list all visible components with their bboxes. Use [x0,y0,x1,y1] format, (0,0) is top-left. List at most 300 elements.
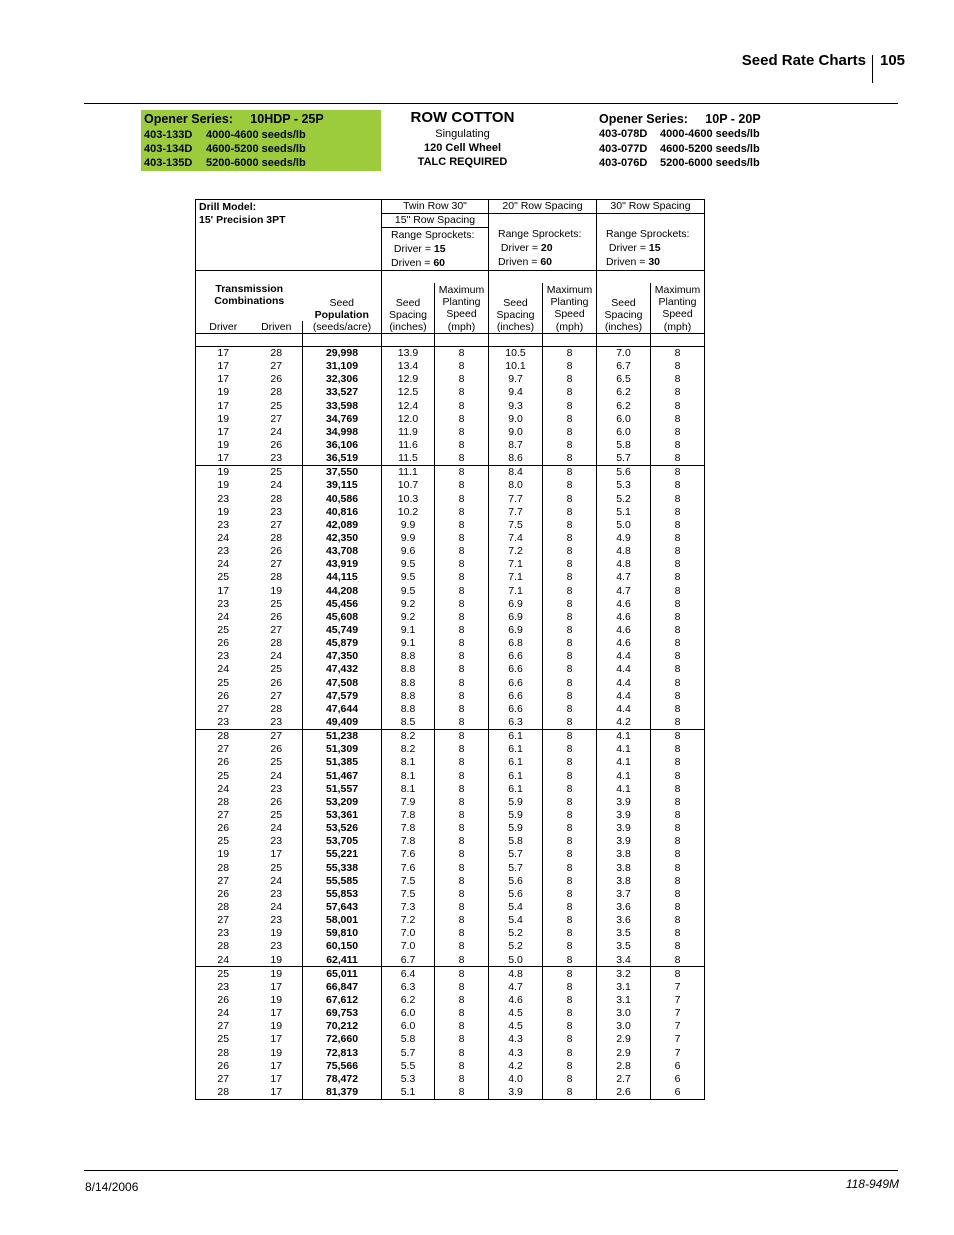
r30-speed-cell: 8 [651,795,705,808]
r20-spacing-cell: 6.1 [489,743,543,756]
row30-header: 30" Row Spacing [597,200,705,214]
spacing-line2: Spacing [604,308,643,321]
row15-header: 15" Row Spacing [382,213,489,227]
driver-cell: 25 [196,835,251,848]
r30-spacing-cell: 6.0 [597,412,651,425]
twin-spacing-cell: 12.5 [382,386,435,399]
twin-spacing-cell: 9.6 [382,545,435,558]
r20-speed-cell: 8 [543,518,597,531]
twin-spacing-cell: 6.0 [382,1007,435,1020]
r30-speed-cell: 8 [651,558,705,571]
r30-spacing-cell: 4.6 [597,637,651,650]
table-row [196,584,705,597]
r20-speed-cell: 8 [543,689,597,702]
r30-spacing-cell: 5.2 [597,492,651,505]
twin-spacing-cell: 7.8 [382,822,435,835]
r30-spacing-cell: 4.6 [597,623,651,636]
twin-spacing-cell: 8.8 [382,676,435,689]
seed-population-cell: 58,001 [303,914,382,927]
r30-speed-cell: 8 [651,545,705,558]
opener-series-right [599,112,799,171]
part-code: 403-076D [599,157,648,169]
table-row [196,545,705,558]
r20-speed-cell: 8 [543,558,597,571]
seed-pop-units: (seeds/acre) [303,321,382,334]
seed-population-cell: 53,361 [303,808,382,821]
r20-spacing-cell: 7.1 [489,558,543,571]
page-number: 105 [880,52,906,69]
r30-speed-cell: 8 [651,808,705,821]
seed-population-cell: 29,998 [303,346,382,360]
twin-speed-cell: 8 [435,386,489,399]
twin-speed-cell: 8 [435,438,489,451]
driven-prefix: Driven = [391,256,434,269]
driver-cell: 25 [196,571,251,584]
seed-population-cell: 45,456 [303,597,382,610]
r30-speed-cell: 8 [651,676,705,689]
r20-speed-cell: 8 [543,373,597,386]
header-divider [872,55,873,83]
r20-spacing-cell: 5.9 [489,808,543,821]
r20-speed-cell: 8 [543,993,597,1006]
range-label: Range Sprockets: [391,228,475,241]
r20-spacing-cell: 6.6 [489,650,543,663]
twin-speed-cell: 8 [435,980,489,993]
table-row [196,425,705,438]
driver-cell: 23 [196,597,251,610]
r30-spacing-cell: 4.6 [597,610,651,623]
driven-cell: 28 [251,702,303,715]
r20-speed-cell: 8 [543,571,597,584]
driver-cell: 24 [196,953,251,967]
r30-spacing-cell: 6.2 [597,399,651,412]
twin-spacing-cell: 13.9 [382,346,435,360]
r30-spacing-cell: 2.7 [597,1072,651,1085]
driver-cell: 26 [196,822,251,835]
spacing-line1: Seed [611,296,636,309]
twin-speed-cell: 8 [435,584,489,597]
twin-spacing-cell: 7.6 [382,848,435,861]
driver-cell: 27 [196,808,251,821]
seed-population-cell: 53,209 [303,795,382,808]
part-code: 403-135D [144,157,193,169]
r20-spacing-cell: 8.6 [489,452,543,466]
r30-speed-cell: 8 [651,438,705,451]
table-row [196,1059,705,1072]
r20-spacing-cell: 4.3 [489,1046,543,1059]
table-row [196,702,705,715]
driven-cell: 26 [251,610,303,623]
driver-cell: 28 [196,795,251,808]
driven-cell: 19 [251,1020,303,1033]
driver-cell: 19 [196,479,251,492]
twin-spacing-cell: 9.2 [382,610,435,623]
twin-speed-cell: 8 [435,861,489,874]
r20-spacing-cell: 10.5 [489,346,543,360]
twin-speed-cell: 8 [435,874,489,887]
table-row [196,782,705,795]
r30-speed-cell: 7 [651,993,705,1006]
driver-cell: 27 [196,1020,251,1033]
crop-subtitle: Singulating [435,128,490,140]
driver-cell: 24 [196,782,251,795]
seed-population-cell: 34,998 [303,425,382,438]
table-row [196,637,705,650]
r30-spacing-cell: 3.8 [597,861,651,874]
seed-population-cell: 59,810 [303,927,382,940]
r30-spacing-cell: 3.7 [597,887,651,900]
table-row [196,650,705,663]
r30-spacing-cell: 4.8 [597,558,651,571]
r30-spacing-cell: 5.8 [597,438,651,451]
table-row [196,518,705,531]
driven-cell: 17 [251,1033,303,1046]
seed-population-cell: 70,212 [303,1020,382,1033]
driver-cell: 25 [196,676,251,689]
r30-spacing-cell: 3.9 [597,835,651,848]
twin-spacing-cell: 10.3 [382,492,435,505]
r20-spacing-cell: 4.7 [489,980,543,993]
table-row [196,531,705,544]
r20-speed-cell: 8 [543,822,597,835]
header-rule [84,103,898,104]
table-row [196,743,705,756]
speed-line2: Planting [550,295,589,308]
twin-speed-cell: 8 [435,914,489,927]
r20-spacing-cell: 6.6 [489,689,543,702]
seed-population-cell: 44,115 [303,571,382,584]
r20-spacing-cell: 6.6 [489,663,543,676]
seed-population-cell: 43,919 [303,558,382,571]
seed-population-cell: 42,350 [303,531,382,544]
seed-population-cell: 67,612 [303,993,382,1006]
r30-spacing-header [597,283,651,321]
driver-cell: 27 [196,1072,251,1085]
driver-cell: 26 [196,689,251,702]
r30-speed-cell: 8 [651,479,705,492]
r30-spacing-cell: 3.0 [597,1007,651,1020]
r30-spacing-cell: 3.1 [597,993,651,1006]
driver-cell: 17 [196,360,251,373]
driven-cell: 19 [251,993,303,1006]
driven-cell: 28 [251,531,303,544]
driver-cell: 19 [196,386,251,399]
table-row [196,399,705,412]
twin-spacing-cell: 7.0 [382,940,435,953]
r20-speed-cell: 8 [543,1033,597,1046]
twin-spacing-cell: 9.9 [382,518,435,531]
table-row [196,1072,705,1085]
twin-speed-cell: 8 [435,399,489,412]
r30-speed-cell: 8 [651,412,705,425]
crop-info [390,109,535,169]
driver-cell: 23 [196,518,251,531]
speed-line3: Speed [554,307,585,320]
seed-population-cell: 34,769 [303,412,382,425]
r30-speed-cell: 8 [651,531,705,544]
seed-population-cell: 37,550 [303,465,382,479]
driven-col-header: Driven [251,321,303,334]
twin-spacing-cell: 5.7 [382,1046,435,1059]
r20-spacing-cell: 10.1 [489,360,543,373]
twin-speed-cell: 8 [435,795,489,808]
driver-value: 20 [540,242,553,255]
twin-speed-cell: 8 [435,822,489,835]
page-title: Seed Rate Charts [741,52,866,69]
twin-spacing-cell: 5.1 [382,1085,435,1099]
twin-speed-cell: 8 [435,993,489,1006]
driven-cell: 25 [251,663,303,676]
table-row [196,715,705,729]
r20-speed-cell: 8 [543,914,597,927]
table-row [196,663,705,676]
twin-spacing-cell: 9.9 [382,531,435,544]
twin-speed-cell: 8 [435,729,489,743]
r30-spacing-cell: 3.9 [597,795,651,808]
seed-population-cell: 47,579 [303,689,382,702]
driver-cell: 28 [196,900,251,913]
twin-speed-cell: 8 [435,769,489,782]
table-row [196,1046,705,1059]
r30-speed-cell: 7 [651,1007,705,1020]
r20-spacing-cell: 9.3 [489,399,543,412]
seed-rate: 4600-5200 seeds/lb [206,143,306,155]
r20-spacing-cell: 6.6 [489,676,543,689]
r30-speed-cell: 8 [651,637,705,650]
seed-population-cell: 36,519 [303,452,382,466]
part-code: 403-134D [144,143,193,155]
driver-cell: 17 [196,425,251,438]
r30-spacing-cell: 4.7 [597,584,651,597]
r30-spacing-cell: 5.1 [597,505,651,518]
driven-sprocket [498,255,596,269]
twin-spacing-cell: 8.1 [382,769,435,782]
driver-cell: 23 [196,492,251,505]
twin-speed-cell: 8 [435,650,489,663]
driver-cell: 24 [196,610,251,623]
r30-speed-cell: 8 [651,715,705,729]
twin-speed-cell: 8 [435,900,489,913]
driven-cell: 26 [251,373,303,386]
r30-spacing-cell: 4.6 [597,597,651,610]
driven-cell: 27 [251,518,303,531]
driven-cell: 27 [251,689,303,702]
table-row [196,900,705,913]
driver-cell: 19 [196,412,251,425]
r30-spacing-cell: 7.0 [597,346,651,360]
seed-population-cell: 39,115 [303,479,382,492]
driven-cell: 23 [251,835,303,848]
driven-cell: 17 [251,848,303,861]
r20-speed-cell: 8 [543,861,597,874]
seed-population-cell: 47,508 [303,676,382,689]
spacing-line2: Spacing [496,308,535,321]
r20-spacing-cell: 7.5 [489,518,543,531]
r20-speed-cell: 8 [543,545,597,558]
twin-speed-cell: 8 [435,927,489,940]
twin-spacing-cell: 7.5 [382,887,435,900]
driven-cell: 26 [251,795,303,808]
table-row [196,953,705,967]
driven-value: 60 [540,256,552,269]
opener-series-right-title: Opener Series: 10P - 20P [599,112,761,126]
table-row [196,808,705,821]
r30-spacing-cell: 4.7 [597,571,651,584]
twin-spacing-cell: 7.8 [382,808,435,821]
r20-spacing-cell: 5.7 [489,861,543,874]
r20-spacing-cell: 5.8 [489,835,543,848]
twin-spacing-cell: 6.7 [382,953,435,967]
r30-spacing-cell: 4.9 [597,531,651,544]
twin-spacing-cell: 9.1 [382,623,435,636]
transmission-header [196,283,303,321]
table-row [196,874,705,887]
r30-speed-cell: 8 [651,940,705,953]
driver-sprocket [391,242,488,256]
r30-speed-cell: 8 [651,861,705,874]
r20-spacing-cell: 8.7 [489,438,543,451]
r30-spacing-cell: 5.7 [597,452,651,466]
r20-speed-cell: 8 [543,1007,597,1020]
table-row [196,835,705,848]
twin-spacing-cell: 9.5 [382,571,435,584]
r30-speed-cell: 8 [651,584,705,597]
r20-spacing-cell: 4.5 [489,1020,543,1033]
r20-speed-cell: 8 [543,597,597,610]
twin-spacing-cell: 6.3 [382,980,435,993]
r20-spacing-cell: 8.0 [489,479,543,492]
r20-spacing-cell: 5.9 [489,822,543,835]
r20-speed-cell: 8 [543,465,597,479]
driver-cell: 17 [196,399,251,412]
part-code: 403-133D [144,129,193,141]
r20-spacing-cell: 5.6 [489,874,543,887]
table-row [196,848,705,861]
twin-speed-cell: 8 [435,1007,489,1020]
twin-spacing-cell: 7.5 [382,874,435,887]
r30-spacing-cell: 4.4 [597,676,651,689]
twin-speed-cell: 8 [435,425,489,438]
r20-speed-cell: 8 [543,769,597,782]
seed-population-cell: 40,586 [303,492,382,505]
r30-spacing-cell: 2.9 [597,1033,651,1046]
r20-speed-cell: 8 [543,795,597,808]
driven-cell: 17 [251,980,303,993]
twin-spacing-header [382,283,435,321]
r30-speed-cell: 8 [651,373,705,386]
r20-spacing-cell: 7.2 [489,545,543,558]
table-row [196,386,705,399]
driver-cell: 26 [196,887,251,900]
r20-speed-cell: 8 [543,782,597,795]
r30-spacing-cell: 5.0 [597,518,651,531]
footer-doc-code: 118-949M [845,1177,899,1191]
r30-speed-cell: 8 [651,702,705,715]
seed-population-cell: 66,847 [303,980,382,993]
driver-cell: 23 [196,650,251,663]
twin-spacing-cell: 8.5 [382,715,435,729]
seed-population-cell: 33,598 [303,399,382,412]
r30-speed-cell: 8 [651,848,705,861]
twin-spacing-cell: 11.6 [382,438,435,451]
r20-spacing-cell: 4.5 [489,1007,543,1020]
seed-pop-line2: Population [314,308,369,321]
driver-value: 15 [648,242,661,255]
r20-spacing-cell: 5.6 [489,887,543,900]
r20-spacing-cell: 5.7 [489,848,543,861]
driver-cell: 17 [196,452,251,466]
table-row [196,769,705,782]
twin-speed-units: (mph) [435,321,489,334]
driven-cell: 19 [251,584,303,597]
driven-cell: 24 [251,425,303,438]
transmission-line2: Combinations [214,294,285,307]
table-row [196,676,705,689]
driver-cell: 23 [196,545,251,558]
twin-spacing-cell: 8.8 [382,702,435,715]
r30-speed-cell: 8 [651,597,705,610]
twin-speed-cell: 8 [435,756,489,769]
r20-speed-cell: 8 [543,953,597,967]
opener-line [599,142,799,157]
r30-speed-cell: 8 [651,914,705,927]
r30-speed-cell: 8 [651,465,705,479]
r30-speed-cell: 8 [651,386,705,399]
r30-speed-cell: 8 [651,505,705,518]
twin-spacing-cell: 8.1 [382,782,435,795]
twin-speed-cell: 8 [435,887,489,900]
driver-cell: 19 [196,505,251,518]
twin-speed-cell: 8 [435,558,489,571]
r20-speed-cell: 8 [543,808,597,821]
twin-spacing-cell: 7.0 [382,927,435,940]
seed-population-cell: 51,385 [303,756,382,769]
table-row [196,412,705,425]
r20-speed-cell: 8 [543,729,597,743]
drill-model: 15' Precision 3PT [196,213,382,227]
r30-speed-cell: 8 [651,756,705,769]
twin-speed-cell: 8 [435,373,489,386]
part-code: 403-077D [599,142,648,155]
r30-speed-cell: 7 [651,1033,705,1046]
r20-speed-cell: 8 [543,702,597,715]
driven-cell: 25 [251,597,303,610]
table-row [196,861,705,874]
r30-speed-cell: 8 [651,571,705,584]
twin-speed-cell: 8 [435,1059,489,1072]
r30-speed-cell: 8 [651,953,705,967]
r30-speed-cell: 8 [651,835,705,848]
table-row [196,505,705,518]
r30-speed-cell: 6 [651,1085,705,1099]
twin-spacing-cell: 9.5 [382,558,435,571]
twin-speed-cell: 8 [435,637,489,650]
driven-cell: 28 [251,571,303,584]
table-row [196,940,705,953]
driven-cell: 23 [251,940,303,953]
twin-spacing-cell: 9.1 [382,637,435,650]
r20-spacing-cell: 6.9 [489,597,543,610]
driver-sprocket [498,241,596,255]
driver-cell: 27 [196,743,251,756]
twin-speed-cell: 8 [435,360,489,373]
r20-spacing-cell: 4.0 [489,1072,543,1085]
twin-spacing-cell: 5.5 [382,1059,435,1072]
twin-speed-cell: 8 [435,545,489,558]
r30-speed-cell: 8 [651,822,705,835]
table-row [196,927,705,940]
r30-speed-cell: 8 [651,967,705,981]
